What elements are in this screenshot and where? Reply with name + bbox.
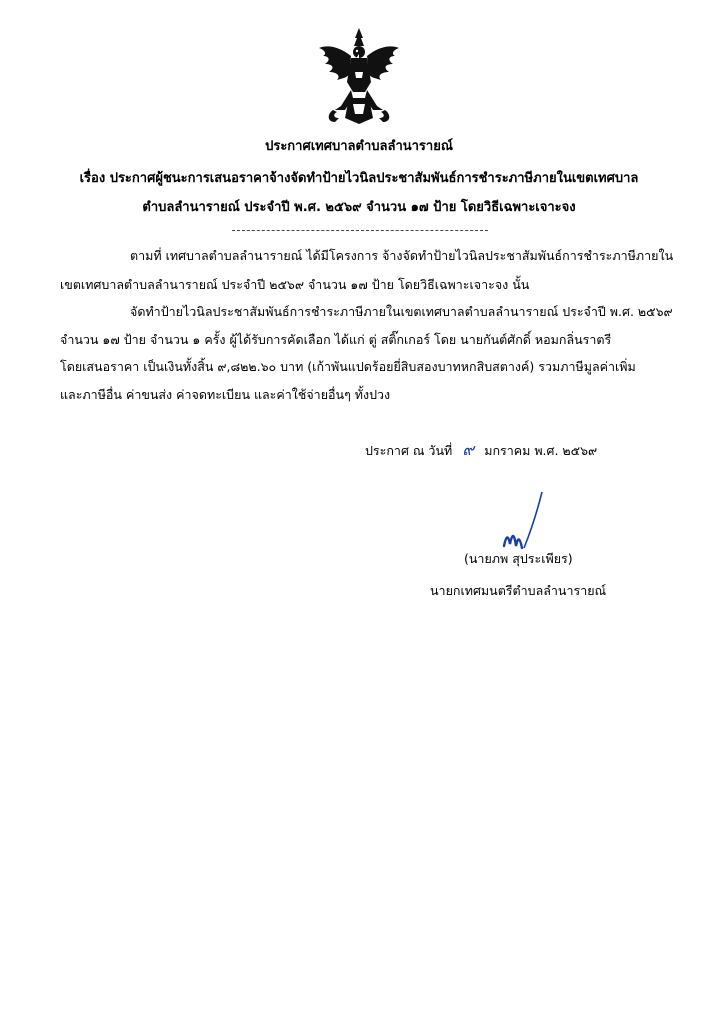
document-subject-line2: ตำบลลำนารายณ์ ประจำปี พ.ศ. ๒๕๖๙ จำนวน ๑๗ ป้าย โดยวิธีเฉพาะเจาะจง	[142, 200, 576, 215]
announcement-date-suffix: มกราคม พ.ศ. ๒๕๖๙	[484, 443, 598, 458]
signer-name: (นายภพ สุประเพียร)	[464, 551, 573, 566]
document-subject-line1: เรื่อง ประกาศผู้ชนะการเสนอราคาจ้างจัดทำป้ายไวนิลประชาสัมพันธ์การชำระภาษีภายในเขตเทศบาล	[79, 171, 639, 186]
garuda-emblem-icon	[311, 26, 407, 126]
document-title: ประกาศเทศบาลตำบลลำนารายณ์	[265, 139, 453, 154]
paragraph1-line1: ตามที่ เทศบาลตำบลลำนารายณ์ ได้มีโครงการ จ้างจัดทำป้ายไวนิลประชาสัมพันธ์การชำระภาษีภายใน	[130, 248, 674, 263]
announcement-date-prefix: ประกาศ ณ วันที่	[365, 443, 453, 458]
paragraph2-line4: และภาษีอื่น ค่าขนส่ง ค่าจดทะเบียน และค่าใช้จ่ายอื่นๆ ทั้งปวง	[60, 387, 391, 402]
announcement-date	[365, 441, 597, 460]
dashed-divider	[232, 230, 488, 231]
paragraph2-line2: จำนวน ๑๗ ป้าย จำนวน ๑ ครั้ง ผู้ได้รับการคัดเลือก ได้แก่ ตู่ สติ๊กเกอร์ โดย นายกันต์ศักดิ์ หอมกลิ่นราตรี	[60, 332, 612, 347]
announcement-day: ๙	[462, 440, 475, 459]
paragraph2-line1: จัดทำป้ายไวนิลประชาสัมพันธ์การชำระภาษีภายในเขตเทศบาลตำบลลำนารายณ์ ประจำปี พ.ศ. ๒๕๖๙	[130, 304, 673, 319]
paragraph2-line3: โดยเสนอราคา เป็นเงินทั้งสิ้น ๙,๘๒๒.๖๐ บาท (เก้าพันแปดร้อยยี่สิบสองบาทหกสิบสตางค์) รวมภาษีมูลค่าเพิ่ม	[60, 359, 636, 374]
paragraph1-line2: เขตเทศบาลตำบลลำนารายณ์ ประจำปี ๒๕๖๙ จำนวน ๑๗ ป้าย โดยวิธีเฉพาะเจาะจง นั้น	[60, 277, 530, 292]
signer-position: นายกเทศมนตรีตำบลลำนารายณ์	[430, 583, 607, 598]
